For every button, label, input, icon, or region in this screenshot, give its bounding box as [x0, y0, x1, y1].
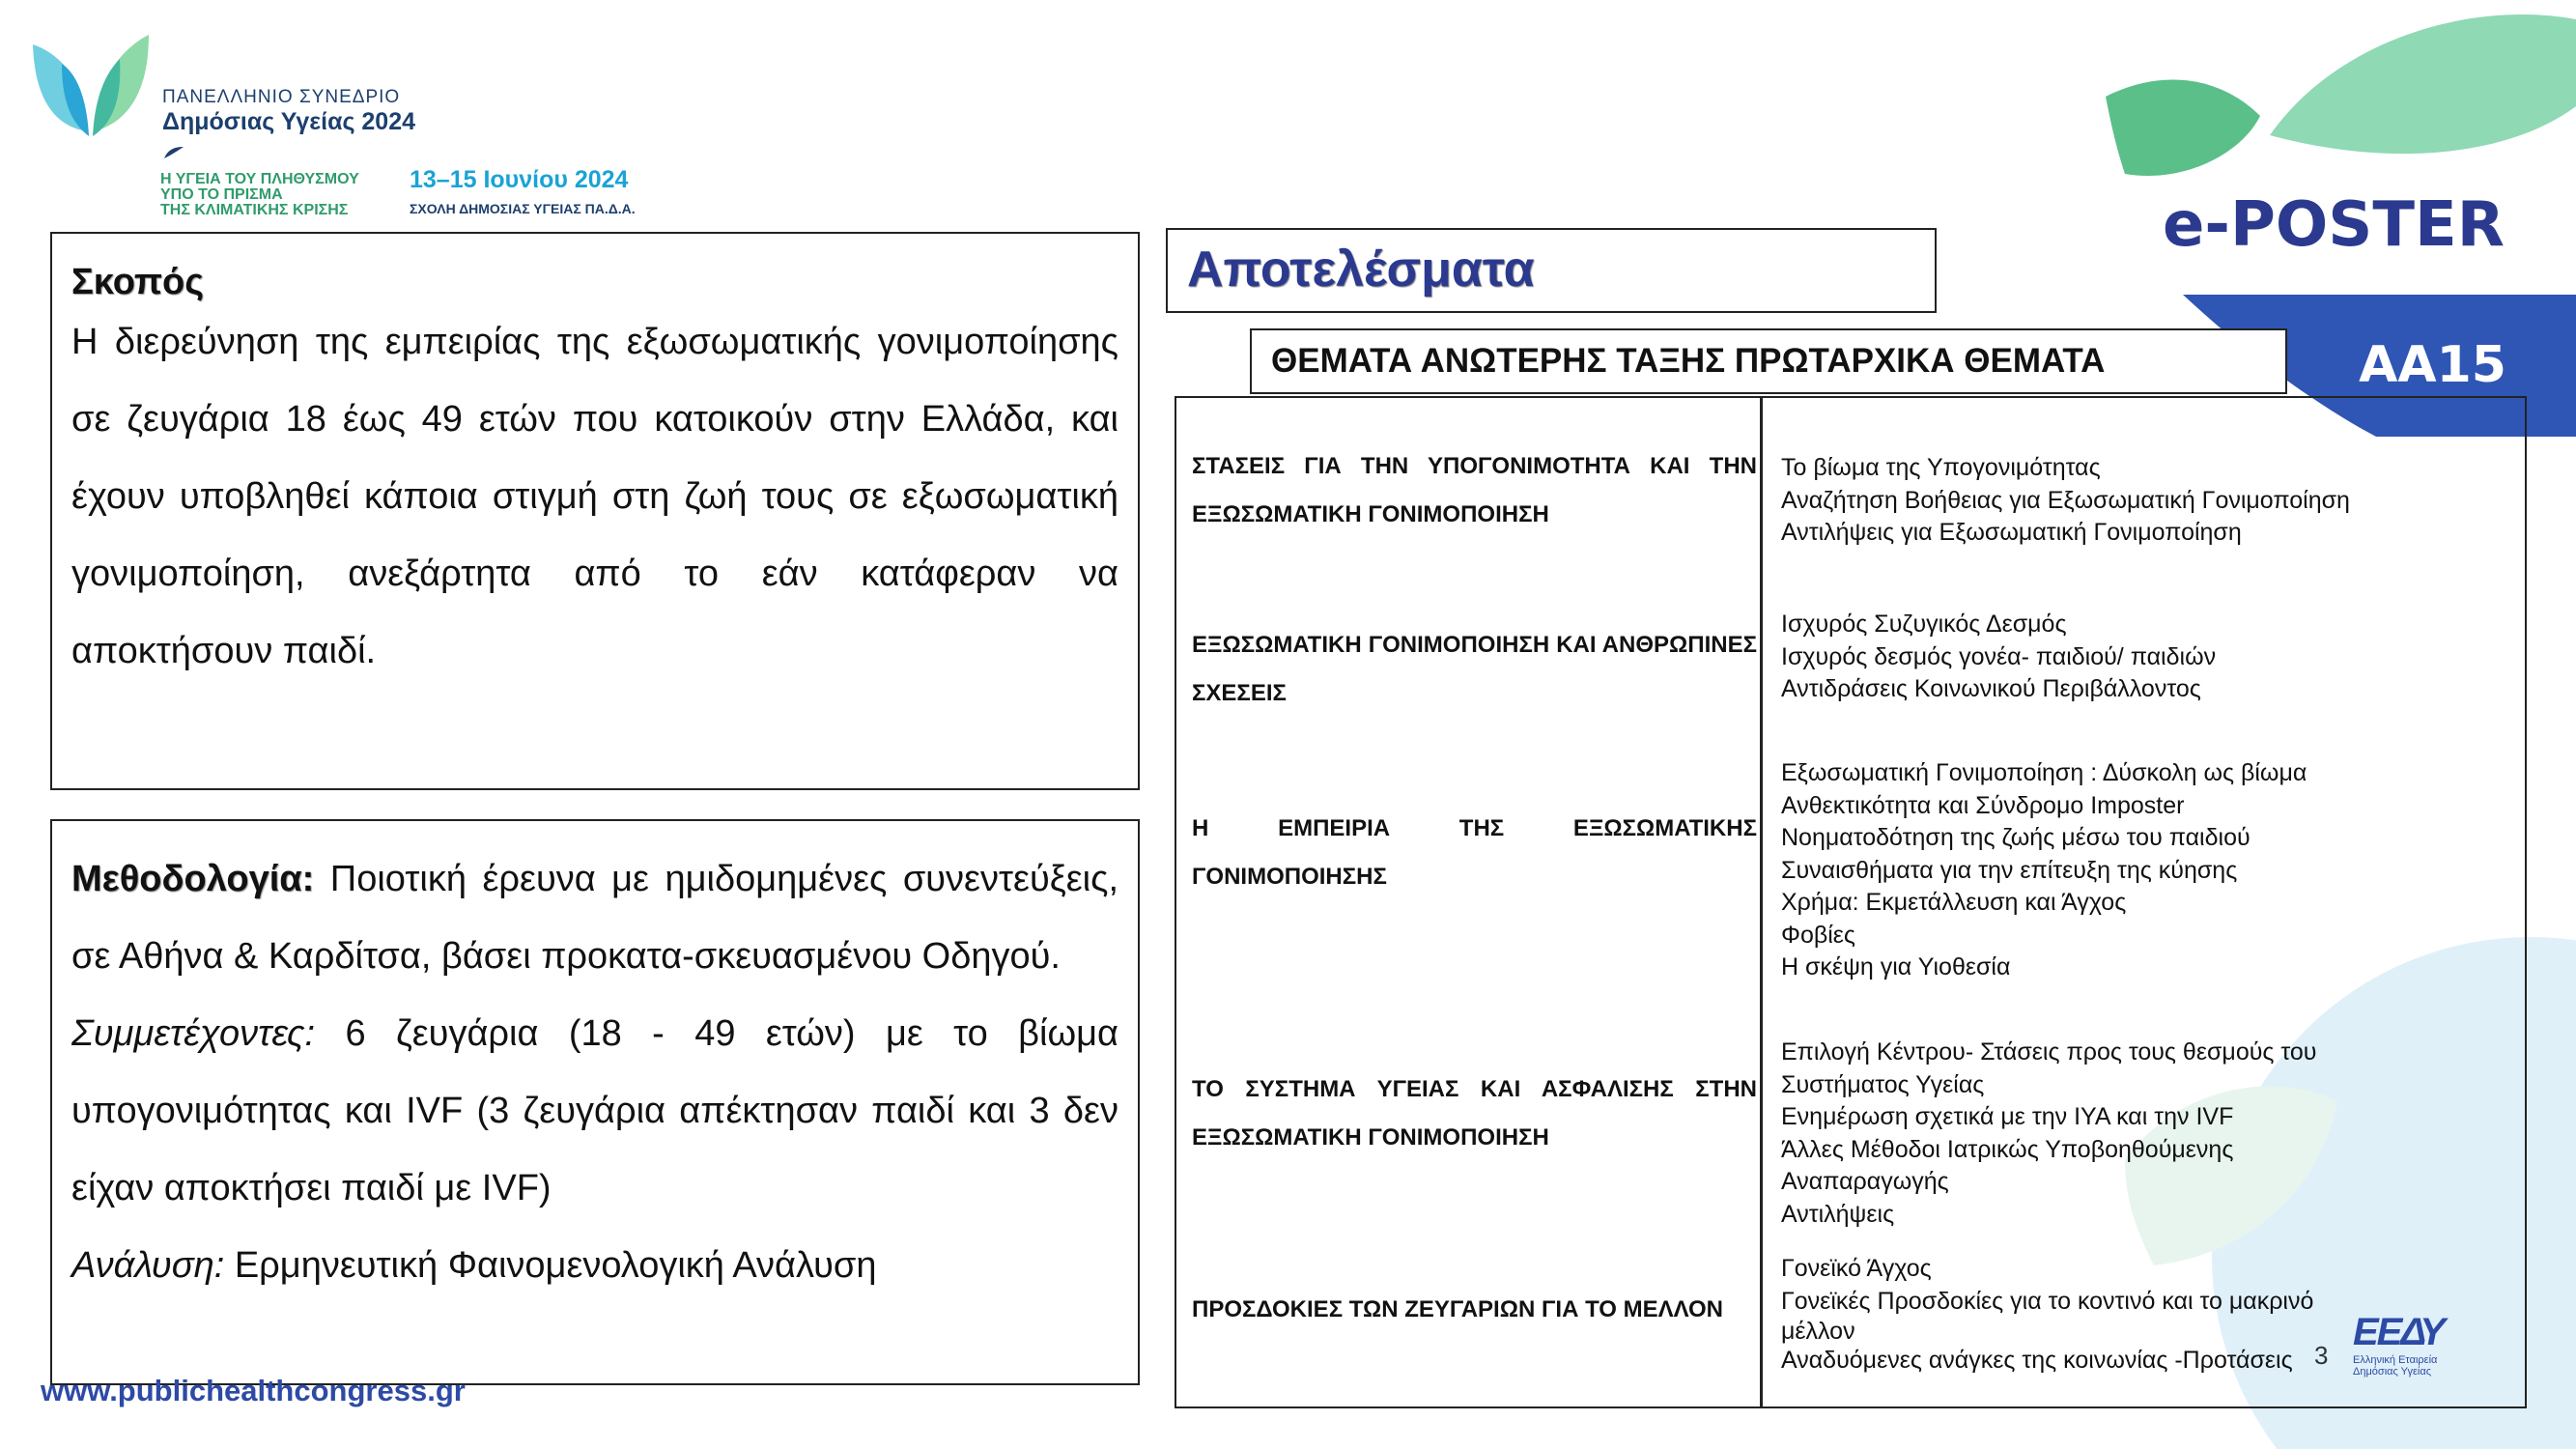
column-divider	[1760, 396, 1763, 1408]
methodology-paragraph	[71, 840, 1118, 995]
slogan-line: Η ΥΓΕΙΑ ΤΟΥ ΠΛΗΘΥΣΜΟΥ	[160, 171, 359, 187]
participants-paragraph	[71, 995, 1118, 1227]
subtheme-item: Φοβίες	[1781, 921, 1855, 949]
subtheme-item: Επιλογή Κέντρου- Στάσεις προς τους θεσμούς του	[1781, 1038, 2317, 1065]
subtheme-item: Εξωσωματική Γονιμοποίηση : Δύσκολη ως βίωμα	[1781, 759, 2307, 786]
superordinate-theme: ΠΡΟΣΔΟΚΙΕΣ ΤΩΝ ΖΕΥΓΑΡΙΩΝ ΓΙΑ ΤΟ ΜΕΛΛΟΝ	[1192, 1296, 1723, 1322]
subtheme-item: Γονεϊκές Προσδοκίες για το κοντινό και το μακρινό	[1781, 1287, 2314, 1315]
methodology-box	[50, 819, 1140, 1385]
superordinate-theme: ΕΞΩΣΩΜΑΤΙΚΗ ΓΟΝΙΜΟΠΟΙΗΣΗ ΚΑΙ ΑΝΘΡΩΠΙΝΕΣ ΣΧΕΣΕΙΣ	[1192, 632, 1757, 706]
eedy-logo-caption: Δημόσιας Υγείας	[2353, 1366, 2431, 1378]
results-title: Αποτελέσματα	[1166, 228, 1937, 313]
subtheme-item: Αντιδράσεις Κοινωνικού Περιβάλλοντος	[1781, 675, 2201, 702]
methodology-text: Ποιοτική έρευνα με ημιδομημένες συνεντεύξεις, σε Αθήνα & Καρδίτσα, βάσει προκατα-σκευασμένου Οδηγού.	[71, 859, 1118, 977]
congress-website-link[interactable]: www.publichealthcongress.gr	[41, 1374, 466, 1407]
subtheme-item: Η σκέψη για Υιοθεσία	[1781, 953, 2011, 980]
subtheme-item: Αναζήτηση Βοήθειας για Εξωσωματική Γονιμοποίηση	[1781, 486, 2350, 514]
swoosh-icon	[162, 145, 185, 160]
subtheme-item: Ισχυρός Συζυγικός Δεσμός	[1781, 611, 2067, 638]
subthemes-list	[1781, 609, 2515, 706]
organizer-school: ΣΧΟΛΗ ΔΗΜΟΣΙΑΣ ΥΓΕΙΑΣ ΠΑ.Δ.Α.	[410, 201, 636, 216]
aim-heading: Σκοπός	[71, 262, 204, 302]
analysis-paragraph	[71, 1227, 1118, 1304]
poster-code: ΑΑ15	[2359, 336, 2506, 394]
congress-slogan	[160, 172, 359, 218]
eposter-label: e-POSTER	[2162, 189, 2505, 261]
participants-text: 6 ζευγάρια (18 - 49 ετών) με το βίωμα υπογονιμότητας και IVF (3 ζευγάρια απέκτησαν παιδί και 3 δεν είχαν αποκτήσει παιδί με IVF)	[71, 1013, 1118, 1208]
subtheme-item: Χρήμα: Εκμετάλλευση και Άγχος	[1781, 889, 2127, 916]
analysis-text: Ερμηνευτική Φαινομενολογική Ανάλυση	[224, 1245, 877, 1286]
subtheme-item: Συναισθήματα για την επίτευξη της κύησης	[1781, 856, 2238, 884]
slogan-line: ΥΠΟ ΤΟ ΠΡΙΣΜΑ	[160, 186, 283, 203]
eedy-logo-caption: Ελληνική Εταιρεία	[2353, 1354, 2438, 1366]
analysis-label: Ανάλυση:	[71, 1245, 225, 1286]
dark-green-leaf-shape	[2106, 80, 2260, 176]
subtheme-item: μέλλον	[1781, 1318, 1855, 1345]
superordinate-theme: ΣΤΑΣΕΙΣ ΓΙΑ ΤΗΝ ΥΠΟΓΟΝΙΜΟΤΗΤΑ ΚΑΙ ΤΗΝ ΕΞΩΣΩΜΑΤΙΚΗ ΓΟΝΙΜΟΠΟΙΗΣΗ	[1192, 453, 1757, 527]
subtheme-item: Συστήματος Υγείας	[1781, 1070, 1985, 1098]
subthemes-list	[1781, 452, 2515, 550]
subtheme-item: Αντιλήψεις για Εξωσωματική Γονιμοποίηση	[1781, 519, 2242, 546]
subtheme-item: Νοηματοδότηση της ζωής μέσω του παιδιού	[1781, 824, 2250, 851]
subtheme-item: Αναπαραγωγής	[1781, 1168, 1949, 1195]
themes-table-header: ΘΕΜΑΤΑ ΑΝΩΤΕΡΗΣ ΤΑΞΗΣ ΠΡΩΤΑΡΧΙΚΑ ΘΕΜΑΤΑ	[1250, 328, 2287, 394]
subthemes-list	[1781, 1037, 2515, 1231]
participants-label: Συμμετέχοντες:	[71, 1013, 316, 1054]
congress-title: Δημόσιας Υγείας 2024	[162, 108, 416, 135]
subtheme-item: Ενημέρωση σχετικά με την ΙΥΑ και την IVF	[1781, 1103, 2234, 1130]
methodology-heading: Μεθοδολογία:	[71, 859, 315, 899]
subtheme-item: Άλλες Μέθοδοι Ιατρικώς Υποβοηθούμενης	[1781, 1135, 2234, 1163]
subtheme-item: Γονεϊκό Άγχος	[1781, 1255, 1932, 1282]
subtheme-item: Ισχυρός δεσμός γονέα- παιδιού/ παιδιών	[1781, 642, 2217, 670]
subthemes-list	[1781, 757, 2515, 984]
subtheme-item: Ανθεκτικότητα και Σύνδρομο Imposter	[1781, 791, 2185, 819]
eedy-logo	[2353, 1310, 2469, 1387]
aim-box	[50, 232, 1140, 790]
congress-dates: 13–15 Ιουνίου 2024	[410, 166, 629, 193]
eedy-logo-mark: ΕΕΔΥ	[2353, 1311, 2444, 1353]
slogan-line: ΤΗΣ ΚΛΙΜΑΤΙΚΗΣ ΚΡΙΣΗΣ	[160, 202, 349, 218]
superordinate-theme: Η ΕΜΠΕΙΡΙΑ ΤΗΣ ΕΞΩΣΩΜΑΤΙΚΗΣ ΓΟΝΙΜΟΠΟΙΗΣΗΣ	[1192, 815, 1757, 890]
page-number: 3	[2314, 1341, 2329, 1370]
subtheme-item: Αναδυόμενες ανάγκες της κοινωνίας -Προτάσεις	[1781, 1347, 2293, 1374]
congress-subtitle: ΠΑΝΕΛΛΗΝΙΟ ΣΥΝΕΔΡΙΟ	[162, 87, 401, 107]
subtheme-item: Το βίωμα της Υπογονιμότητας	[1781, 454, 2101, 481]
aim-text: Η διερεύνηση της εμπειρίας της εξωσωματικής γονιμοποίησης σε ζευγάρια 18 έως 49 ετών που κατοικούν στην Ελλάδα, και έχουν υποβληθεί κάποια στιγμή στη ζωή τους σε εξωσωματική γονιμοποίηση, ανεξάρτητα από το εάν κατάφεραν να αποκτήσουν παιδί.	[71, 322, 1118, 671]
superordinate-theme: ΤΟ ΣΥΣΤΗΜΑ ΥΓΕΙΑΣ ΚΑΙ ΑΣΦΑΛΙΣΗΣ ΣΤΗΝ ΕΞΩΣΩΜΑΤΙΚΗ ΓΟΝΙΜΟΠΟΙΗΣΗ	[1192, 1076, 1757, 1151]
subtheme-item: Αντιλήψεις	[1781, 1200, 1895, 1228]
green-leaf-shape	[2270, 14, 2576, 154]
congress-logo-icon	[23, 25, 158, 151]
